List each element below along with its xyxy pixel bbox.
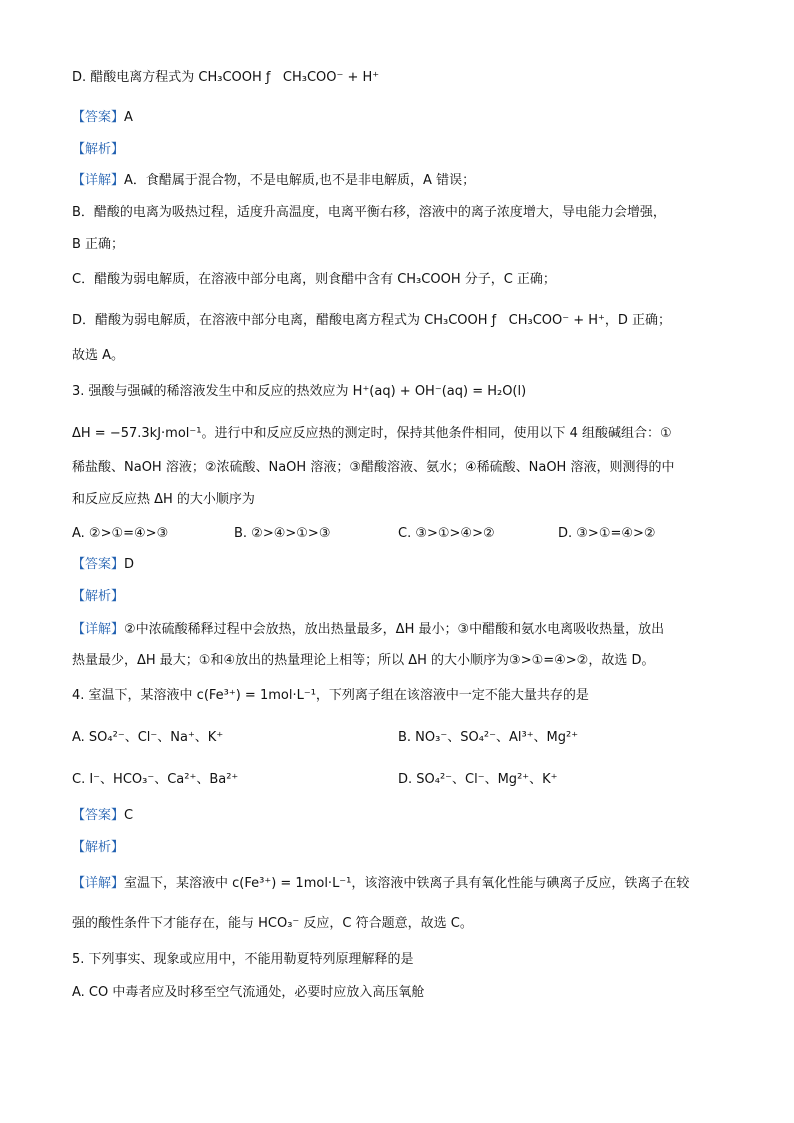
explanation-b-line: B．醋酸的电离为吸热过程，适度升高温度，电离平衡右移，溶液中的离子浓度增大，导电能力会增强，: [72, 205, 666, 220]
explanation-tag: 【详解】: [72, 622, 125, 637]
question-3-line-2: ΔH = −57.3kJ·mol⁻¹。进行中和反应反应热的测定时，保持其他条件相同，使用以下 4 组酸碱组合：①: [72, 426, 672, 441]
explanation-tag: 【详解】: [72, 173, 125, 188]
q3-option-b: B. ②>④>①>③: [234, 526, 331, 541]
q5-option-a: A. CO 中毒者应及时移至空气流通处，必要时应放入高压氧舱: [72, 985, 425, 1000]
q3-option-c: C. ③>①>④>②: [398, 526, 495, 541]
question-4-line-1: 4. 室温下，某溶液中 c(Fe³⁺) = 1mol·L⁻¹，下列离子组在该溶液中一定不能大量共存的是: [72, 688, 589, 703]
q3-explanation-line: [72, 620, 664, 640]
question-5-line-1: 5. 下列事实、现象或应用中，不能用勒夏特列原理解释的是: [72, 952, 414, 967]
answer-value: D: [124, 557, 135, 572]
q3-answer-line: [72, 555, 134, 575]
answer-value: A: [124, 110, 133, 125]
q4-explanation-line: [72, 874, 689, 894]
q4-analysis-tag: 【解析】: [72, 840, 125, 855]
q4-option-c: C. I⁻、HCO₃⁻、Ca²⁺、Ba²⁺: [72, 772, 239, 787]
q4-option-a: A. SO₄²⁻、Cl⁻、Na⁺、K⁺: [72, 730, 224, 745]
explanation-tag: 【详解】: [72, 876, 125, 891]
q3-explanation-line-2: 热量最少，ΔH 最大；①和④放出的热量理论上相等；所以 ΔH 的大小顺序为③>①=④>②，故选 D。: [72, 653, 655, 668]
option-d-line: D. 醋酸电离方程式为 CH₃COOH ƒ CH₃COO⁻ + H⁺: [72, 70, 380, 85]
q3-option-a: A. ②>①=④>③: [72, 526, 169, 541]
question-3-line-1: 3. 强酸与强碱的稀溶液发生中和反应的热效应为 H⁺(aq) + OH⁻(aq) = H₂O(l): [72, 384, 527, 399]
answer-line: [72, 108, 133, 128]
answer-tag: 【答案】: [72, 557, 125, 572]
question-3-line-4: 和反应反应热 ΔH 的大小顺序为: [72, 492, 255, 507]
q4-option-b: B. NO₃⁻、SO₄²⁻、Al³⁺、Mg²⁺: [398, 730, 579, 745]
q4-option-d: D. SO₄²⁻、Cl⁻、Mg²⁺、K⁺: [398, 772, 558, 787]
explanation-d-line: D．醋酸为弱电解质，在溶液中部分电离，醋酸电离方程式为 CH₃COOH ƒ CH₃COO⁻ + H⁺，D 正确；: [72, 313, 672, 328]
analysis-tag: 【解析】: [72, 142, 125, 157]
q3-analysis-tag: 【解析】: [72, 589, 125, 604]
answer-tag: 【答案】: [72, 110, 125, 125]
q4-answer-line: [72, 806, 133, 826]
q4-explanation-line-2: 强的酸性条件下才能存在，能与 HCO₃⁻ 反应，C 符合题意，故选 C。: [72, 916, 473, 931]
answer-tag: 【答案】: [72, 808, 125, 823]
explanation-text: ②中浓硫酸稀释过程中会放热，放出热量最多，ΔH 最小；③中醋酸和氨水电离吸收热量，放出: [124, 622, 665, 637]
q3-option-d: D. ③>①=④>②: [558, 526, 656, 541]
selection-line: 故选 A。: [72, 348, 125, 363]
answer-value: C: [124, 808, 134, 823]
explanation-text: A．食醋属于混合物，不是电解质,也不是非电解质，A 错误；: [124, 173, 476, 188]
explanation-text: 室温下，某溶液中 c(Fe³⁺) = 1mol·L⁻¹，该溶液中铁离子具有氧化性能与碘离子反应，铁离子在较: [124, 876, 690, 891]
explanation-b-line-2: B 正确；: [72, 237, 125, 252]
question-3-line-3: 稀盐酸、NaOH 溶液；②浓硫酸、NaOH 溶液；③醋酸溶液、氨水；④稀硫酸、NaOH 溶液，则测得的中: [72, 460, 675, 475]
explanation-line: [72, 171, 475, 191]
explanation-c-line: C．醋酸为弱电解质，在溶液中部分电离，则食醋中含有 CH₃COOH 分子，C 正确；: [72, 272, 556, 287]
